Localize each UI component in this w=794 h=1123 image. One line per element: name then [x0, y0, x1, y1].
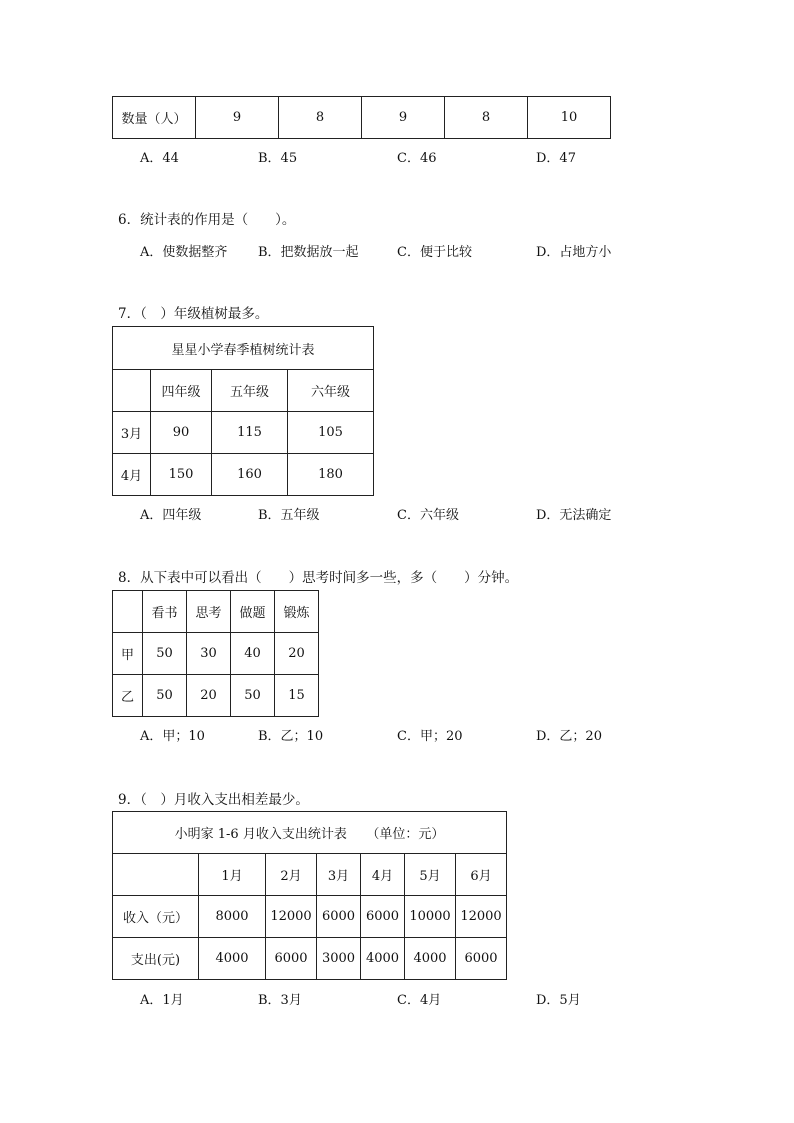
table-header: 五年级 — [212, 370, 288, 412]
q7-table — [112, 326, 374, 496]
table-cell: 12000 — [456, 896, 507, 938]
option-d[interactable]: D．占地方小 — [536, 245, 612, 260]
table-header: 4月 — [361, 854, 405, 896]
table-cell: 9 — [196, 97, 279, 139]
table-row — [113, 97, 611, 139]
table-header: 四年级 — [151, 370, 212, 412]
table-row — [113, 633, 319, 675]
table-cell: 160 — [212, 454, 288, 496]
table-cell: 90 — [151, 412, 212, 454]
table-cell: 10 — [528, 97, 611, 139]
table-header: 2月 — [266, 854, 317, 896]
q9-table — [112, 811, 507, 980]
option-c[interactable]: C．六年级 — [397, 508, 459, 523]
option-c[interactable]: C．甲；20 — [397, 729, 463, 744]
table-cell: 支出(元) — [113, 938, 199, 980]
table-cell: 50 — [143, 633, 187, 675]
option-c[interactable]: C．46 — [397, 151, 437, 166]
option-b[interactable]: B．45 — [258, 151, 298, 166]
option-a[interactable]: A．1月 — [140, 993, 184, 1008]
table-title: 星星小学春季植树统计表 — [113, 327, 374, 370]
table-row — [113, 327, 374, 370]
table-cell: 甲 — [113, 633, 143, 675]
table-row — [113, 896, 507, 938]
table-cell: 数量（人） — [113, 97, 196, 139]
table-cell: 12000 — [266, 896, 317, 938]
table-cell: 20 — [275, 633, 319, 675]
table-cell: 150 — [151, 454, 212, 496]
option-d[interactable]: D．47 — [536, 151, 576, 166]
table-cell: 15 — [275, 675, 319, 717]
option-b[interactable]: B．乙；10 — [258, 729, 324, 744]
option-c[interactable]: C．便于比较 — [397, 245, 472, 260]
option-b[interactable]: B．3月 — [258, 993, 302, 1008]
table-row — [113, 591, 319, 633]
option-d[interactable]: D．无法确定 — [536, 508, 612, 523]
option-a[interactable]: A．甲；10 — [140, 729, 205, 744]
table-cell: 40 — [231, 633, 275, 675]
q5-table — [112, 96, 611, 139]
table-cell: 6000 — [456, 938, 507, 980]
q8-table — [112, 590, 319, 717]
question-9: 9．（ ）月收入支出相差最少。 — [118, 792, 309, 808]
table-cell: 6000 — [361, 896, 405, 938]
table-header: 3月 — [317, 854, 361, 896]
table-header: 6月 — [456, 854, 507, 896]
option-d[interactable]: D．5月 — [536, 993, 581, 1008]
table-row — [113, 812, 507, 854]
option-b[interactable]: B．五年级 — [258, 508, 320, 523]
option-a[interactable]: A．使数据整齐 — [140, 245, 228, 260]
table-row — [113, 454, 374, 496]
table-cell — [113, 591, 143, 633]
table-cell: 30 — [187, 633, 231, 675]
table-cell: 20 — [187, 675, 231, 717]
table-cell: 6000 — [317, 896, 361, 938]
question-6: 6．统计表的作用是（ ）。 — [118, 212, 296, 228]
table-row — [113, 854, 507, 896]
table-cell: 乙 — [113, 675, 143, 717]
table-cell: 10000 — [405, 896, 456, 938]
table-cell: 4月 — [113, 454, 151, 496]
question-7: 7．（ ）年级植树最多。 — [118, 306, 269, 322]
table-row — [113, 412, 374, 454]
table-cell: 9 — [362, 97, 445, 139]
table-header: 1月 — [199, 854, 266, 896]
table-cell: 105 — [288, 412, 374, 454]
option-a[interactable]: A．四年级 — [140, 508, 202, 523]
table-cell: 115 — [212, 412, 288, 454]
table-cell: 4000 — [405, 938, 456, 980]
table-cell: 6000 — [266, 938, 317, 980]
table-row — [113, 938, 507, 980]
table-cell: 4000 — [199, 938, 266, 980]
table-title: 小明家 1-6 月收入支出统计表 （单位：元） — [113, 812, 507, 854]
table-cell: 收入（元） — [113, 896, 199, 938]
table-cell: 50 — [231, 675, 275, 717]
table-cell — [113, 370, 151, 412]
table-header: 六年级 — [288, 370, 374, 412]
table-cell: 8000 — [199, 896, 266, 938]
table-row — [113, 675, 319, 717]
table-cell: 4000 — [361, 938, 405, 980]
table-cell: 8 — [279, 97, 362, 139]
table-cell: 8 — [445, 97, 528, 139]
table-cell: 3月 — [113, 412, 151, 454]
table-header: 锻炼 — [275, 591, 319, 633]
table-header: 5月 — [405, 854, 456, 896]
question-8: 8．从下表中可以看出（ ）思考时间多一些，多（ ）分钟。 — [118, 570, 519, 586]
table-cell: 50 — [143, 675, 187, 717]
option-b[interactable]: B．把数据放一起 — [258, 245, 359, 260]
table-header: 看书 — [143, 591, 187, 633]
table-cell: 180 — [288, 454, 374, 496]
option-c[interactable]: C．4月 — [397, 993, 442, 1008]
table-cell — [113, 854, 199, 896]
table-row — [113, 370, 374, 412]
table-cell: 3000 — [317, 938, 361, 980]
table-header: 做题 — [231, 591, 275, 633]
table-header: 思考 — [187, 591, 231, 633]
option-a[interactable]: A．44 — [140, 151, 179, 166]
option-d[interactable]: D．乙；20 — [536, 729, 602, 744]
